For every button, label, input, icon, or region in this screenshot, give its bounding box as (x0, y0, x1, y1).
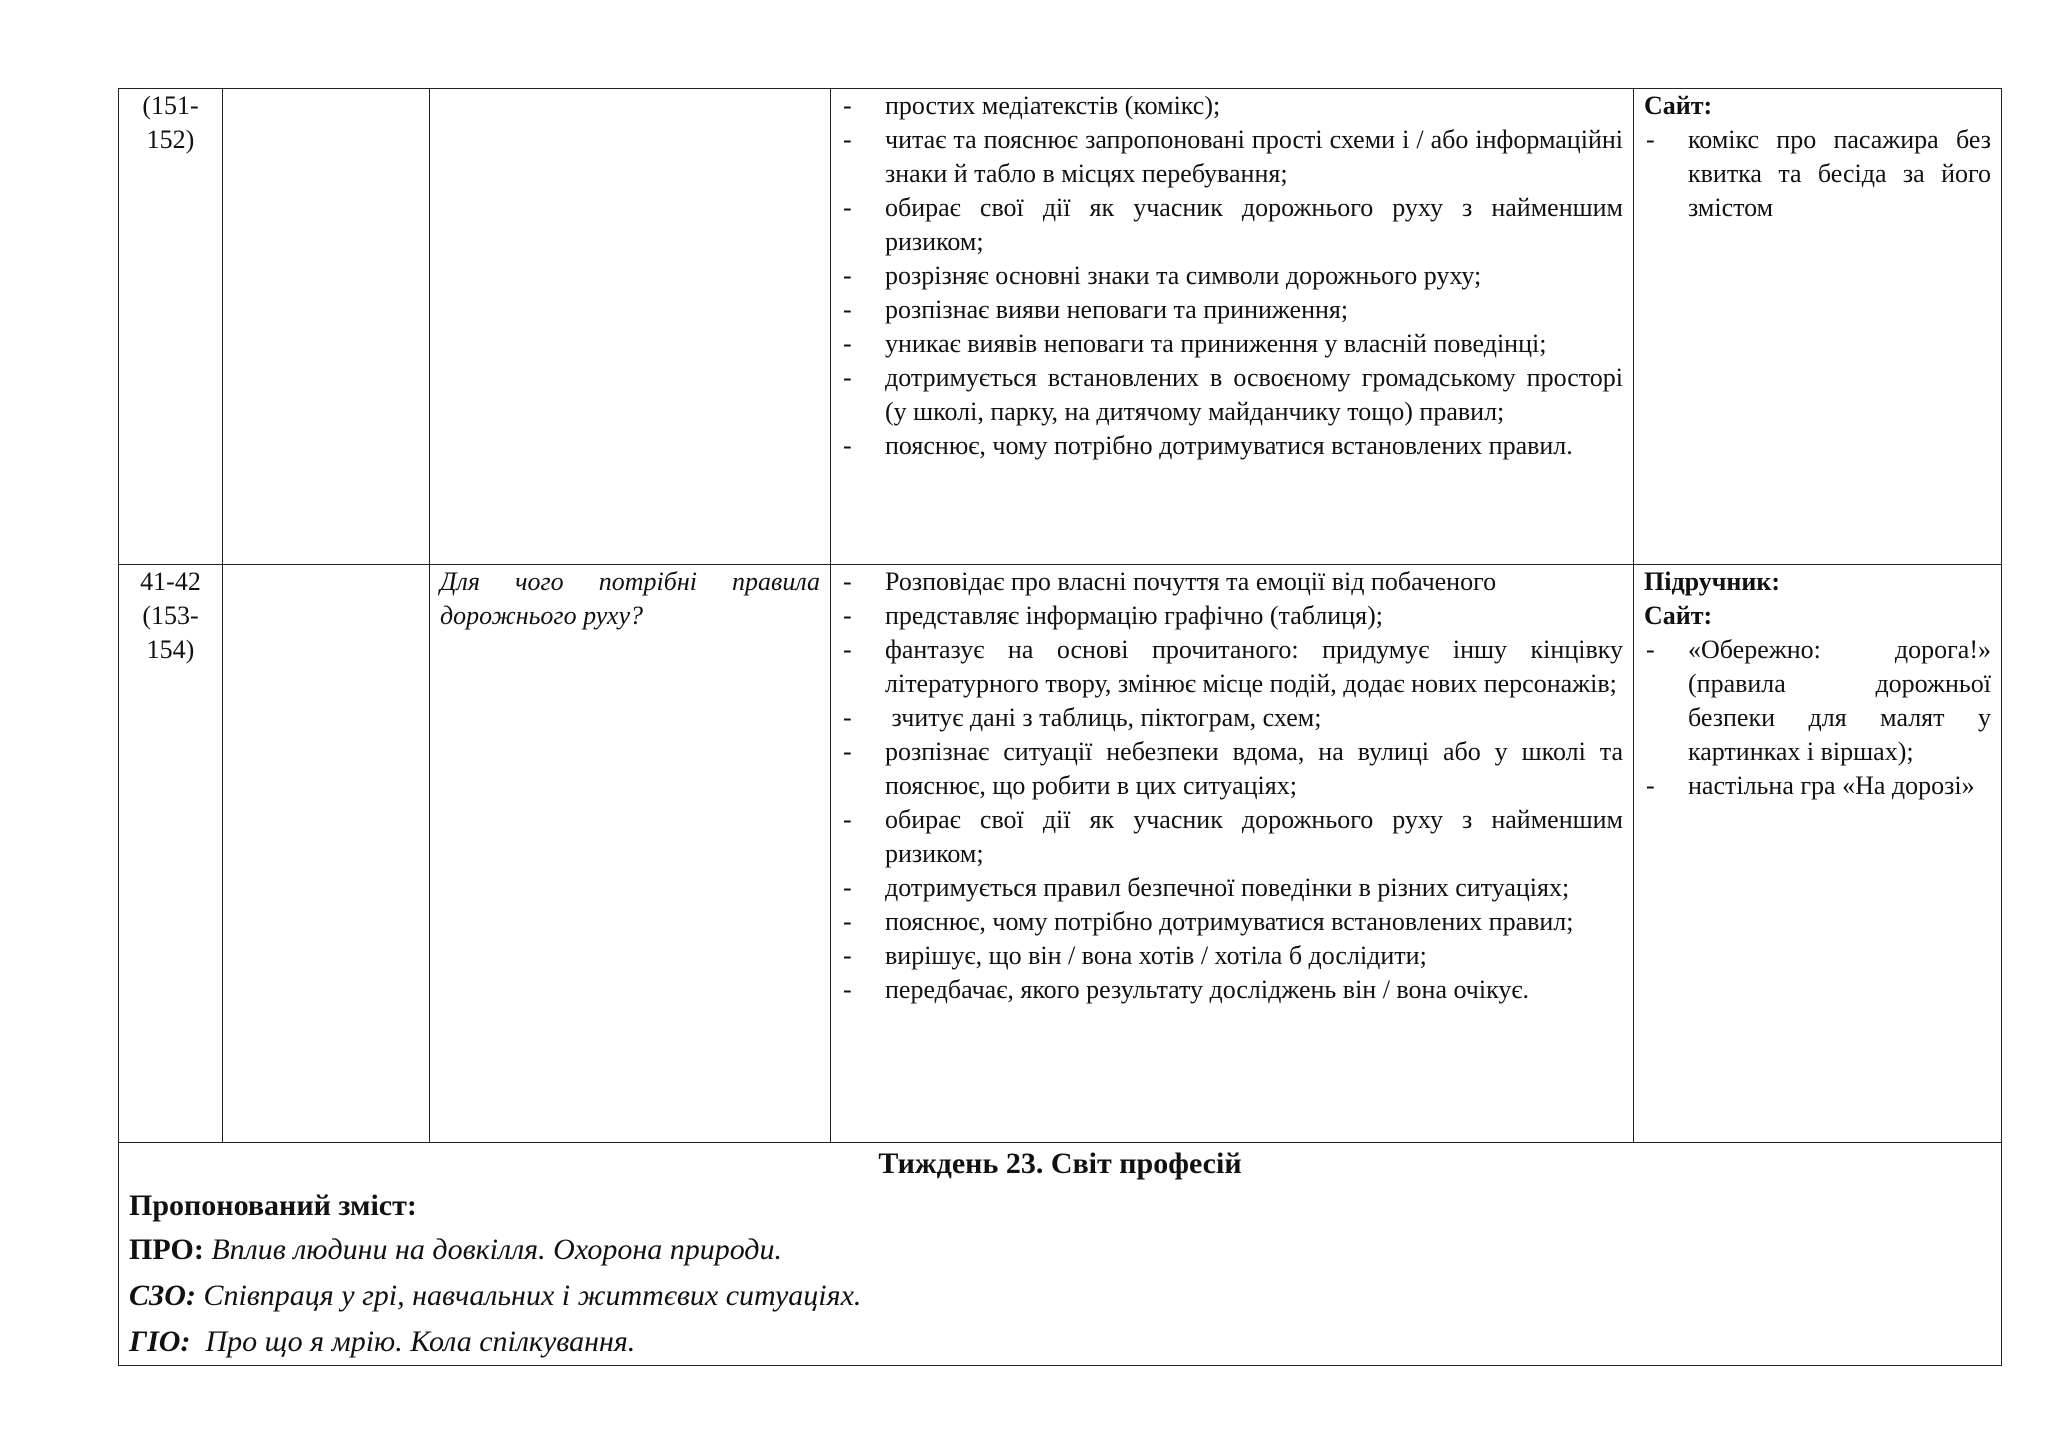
outcome-item: - передбачає, якого результату досліджень він / вона очікує. (841, 973, 1623, 1007)
outcome-item: - зчитує дані з таблиць, піктограм, схем; (841, 701, 1623, 735)
table-row (119, 565, 2002, 1143)
outcome-item: - обирає свої дії як учасник дорожнього руху з найменшим ризиком; (841, 803, 1623, 871)
outcome-item: - дотримується встановлених в освоєному громадському просторі (у школі, парку, на дитячому майданчику тощо) правил; (841, 361, 1623, 429)
resource-heading: Сайт: (1644, 601, 1713, 630)
content-line-szo (129, 1273, 1991, 1319)
topic-text: Для чого потрібні правила дорожнього руху? (440, 567, 820, 630)
content-line-gio (129, 1319, 1991, 1365)
topic-cell (430, 89, 831, 565)
outcome-item: - читає та пояснює запропоновані прості схеми і / або інформаційні знаки й табло в місцях перебування; (841, 123, 1623, 191)
content-abbr: ПРО: (129, 1233, 204, 1266)
lesson-number-cell (119, 565, 223, 1143)
content-text: Співпраця у грі, навчальних і життєвих ситуаціях. (195, 1279, 862, 1312)
outcome-item: - пояснює, чому потрібно дотримуватися встановлених правил. (841, 429, 1623, 463)
resource-item: - «Обережно: дорога!» (правила дорожньої безпеки для малят у картинках і віршах); (1644, 633, 1991, 769)
outcomes-cell (831, 565, 1634, 1143)
table-row (119, 89, 2002, 565)
outcome-item: - розпізнає ситуації небезпеки вдома, на вулиці або у школі та пояснює, що робити в цих ситуаціях; (841, 735, 1623, 803)
empty-cell (223, 565, 430, 1143)
proposed-content-heading: Пропонований зміст: (129, 1189, 417, 1222)
document-page (118, 88, 2001, 1366)
resource-heading: Сайт: (1644, 91, 1713, 120)
lesson-number-cell (119, 89, 223, 565)
resource-heading: Підручник: (1644, 567, 1780, 596)
content-line-pro (129, 1227, 1991, 1273)
outcome-item: - Розповідає про власні почуття та емоції від побаченого (841, 565, 1623, 599)
outcome-item: - розрізняє основні знаки та символи дорожнього руху; (841, 259, 1623, 293)
lesson-number: 41-42 (153- 154) (140, 567, 201, 664)
content-text: Про що я мрію. Кола спілкування. (190, 1325, 636, 1358)
outcome-item: - фантазує на основі прочитаного: придумує іншу кінцівку літературного твору, змінює місце подій, додає нових персонажів; (841, 633, 1623, 701)
outcome-item: - представляє інформацію графічно (таблиця); (841, 599, 1623, 633)
content-abbr: ГІО: (129, 1325, 191, 1358)
outcome-item: - розпізнає вияви неповаги та приниження; (841, 293, 1623, 327)
lesson-plan-table (118, 88, 2002, 1366)
outcome-item: - уникає виявів неповаги та приниження у власній поведінці; (841, 327, 1623, 361)
week-title: Тиждень 23. Світ професій (878, 1147, 1242, 1180)
outcome-item: - дотримується правил безпечної поведінки в різних ситуаціях; (841, 871, 1623, 905)
resources-cell (1634, 89, 2002, 565)
resources-cell (1634, 565, 2002, 1143)
lesson-number: (151- 152) (142, 91, 199, 154)
resource-item: - настільна гра «На дорозі» (1644, 769, 1991, 803)
outcome-item: - пояснює, чому потрібно дотримуватися встановлених правил; (841, 905, 1623, 939)
outcome-item: - обирає свої дії як учасник дорожнього руху з найменшим ризиком; (841, 191, 1623, 259)
outcome-item: - простих медіатекстів (комікс); (841, 89, 1623, 123)
outcomes-cell (831, 89, 1634, 565)
outcome-item: - вирішує, що він / вона хотів / хотіла б дослідити; (841, 939, 1623, 973)
week-cell (119, 1143, 2002, 1366)
content-abbr: СЗО: (129, 1279, 196, 1312)
resource-item: - комікс про пасажира без квитка та бесіда за його змістом (1644, 123, 1991, 225)
topic-cell (430, 565, 831, 1143)
empty-cell (223, 89, 430, 565)
week-row (119, 1143, 2002, 1366)
content-text: Вплив людини на довкілля. Охорона природи. (203, 1233, 782, 1266)
